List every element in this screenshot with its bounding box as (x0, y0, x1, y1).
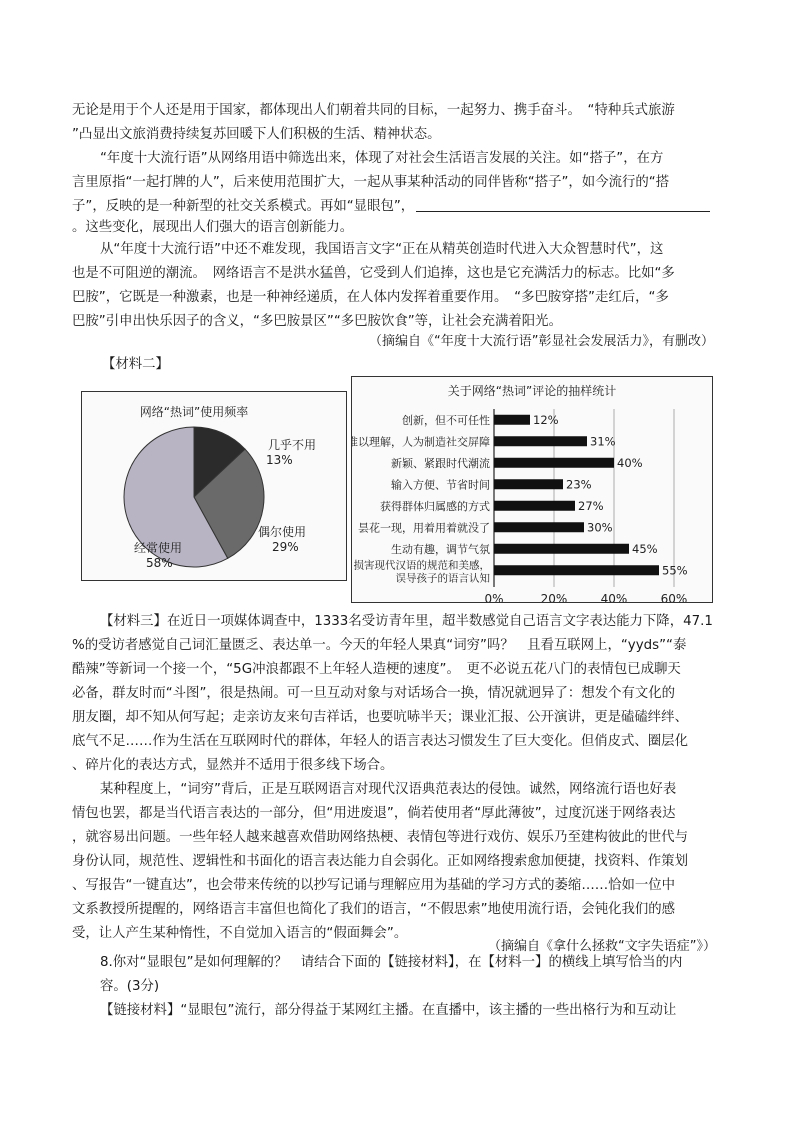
pie-title: 网络“热词”使用频率 (139, 405, 249, 419)
bar (494, 565, 659, 575)
m3-line: 某种程度上，“词穷”背后，正是互联网语言对现代汉语典范表达的侵蚀。诚然，网络流行语也好表 (100, 782, 677, 797)
bar-chart-panel (351, 376, 713, 603)
pie-label-rare: 几乎不用 (268, 438, 317, 452)
bar-value-label: 31% (590, 434, 616, 449)
m3-line: 必备，群友时而“斗图”，很是热闹。可一旦互动对象与对话场合一换，情况就迥异了：想发个有文化的 (72, 686, 676, 701)
bar-tick-label: 60% (660, 592, 688, 602)
m1-line: 无论是用于个人还是用于国家，都体现出人们朝着共同的目标，一起努力、携手奋斗。 “特种兵式旅游 (72, 103, 675, 118)
q8-line: 8.你对“显眼包”是如何理解的？ 请结合下面的【链接材料】，在【材料一】的横线上填写恰当的内 (100, 955, 683, 970)
bar-tick-label: 0% (484, 592, 504, 602)
m3-line: ，就容易出问题。一些年轻人越来越喜欢借助网络热梗、表情包等进行戏仿、娱乐乃至建构彼此的世代与 (72, 830, 688, 845)
bar-tick-label: 20% (540, 592, 568, 602)
q8-line: 容。(3分) (100, 979, 160, 994)
m3-line: 情包也罢，都是当代语言表达的一部分，但“用进废退”，倘若使用者“厚此薄彼”，过度沉迷于网络表达 (72, 806, 676, 821)
bar-category-label: 获得群体归属感的方式 (380, 499, 490, 513)
m1-line: 巴胺”，它既是一种激素，也是一种神经递质，在人体内发挥着重要作用。 “多巴胺穿搭”走红后，“多 (72, 290, 669, 305)
m3-line: %的受访者感觉自己词汇量匮乏、表达单一。今天的年轻人果真“词穷”吗？ 且看互联网上，“yyds”“泰 (72, 638, 687, 653)
m3-line: 身份认同，规范性、逻辑性和书面化的语言表达能力自会弱化。正如网络搜索愈加便捷，找资料、作策划 (72, 854, 688, 869)
pie-label-occasional: 偶尔使用 (258, 525, 307, 539)
m3-line: 、碎片化的表达方式，显然并不适用于很多线下场合。 (72, 758, 394, 773)
pie-chart (82, 392, 346, 580)
m1-line: 从“年度十大流行语”中还不难发现，我国语言文字“正在从精英创造时代进入大众智慧时代”，这 (100, 242, 664, 257)
m3-line: 朋友圈，却不知从何写起；走亲访友来句吉祥话，也要吭哧半天；课业汇报、公开演讲，更是磕磕绊绊、 (72, 710, 688, 725)
bar-value-label: 30% (587, 520, 613, 535)
m1-line: ”凸显出文旅消费持续复苏回暖下人们积极的生活、精神状态。 (72, 127, 441, 142)
bar-value-label: 27% (578, 498, 604, 513)
m1-line: 。这些变化，展现出人们强大的语言创新能力。 (72, 220, 354, 235)
bar (494, 479, 563, 489)
pie-pct-occasional: 29% (272, 540, 299, 554)
bar-title: 关于网络“热词”评论的抽样统计 (447, 384, 617, 398)
bar (494, 436, 587, 446)
bar-category-label: 创新，但不可任性 (402, 413, 490, 427)
bar-value-label: 55% (662, 563, 688, 578)
pie-pct-rare: 13% (266, 453, 293, 467)
bar-value-label: 40% (617, 455, 643, 470)
bar-category-label: 输入方便、节省时间 (391, 478, 490, 492)
pie-label-often: 经常使用 (134, 541, 183, 555)
pie-chart-panel (81, 391, 347, 581)
bar-category-label: 新颖、紧跟时代潮流 (391, 456, 490, 470)
m3-line: 、写报告“一键直达”，也会带来传统的以抄写记诵与理解应用为基础的学习方式的萎缩……恰如一位中 (72, 878, 676, 893)
bar (494, 415, 530, 425)
bar-category-label: 难以理解，人为制造社交屏障 (352, 435, 490, 449)
m2-label: 【材料二】 (102, 357, 169, 372)
bar-value-label: 23% (566, 477, 592, 492)
m1-line: “年度十大流行语”从网络用语中筛选出来，体现了对社会生活语言发展的关注。如“搭子”，在方 (100, 151, 664, 166)
m3-line: 文系教授所提醒的，网络语言丰富但也简化了我们的语言，“不假思索”地使用流行语，会钝化我们的感 (72, 902, 676, 917)
bar (494, 501, 575, 511)
bar-chart (352, 377, 712, 602)
m3-source: （摘编自《拿什么拯救“文字失语症”》） (488, 939, 716, 954)
bar-tick-label: 40% (600, 592, 628, 602)
bar-category-label: 生动有趣，调节气氛 (391, 542, 490, 556)
m1-line: 言里原指“一起打牌的人”，后来使用范围扩大，一起从事某种活动的同伴皆称“搭子”，如今流行的“搭 (72, 175, 670, 190)
bar-value-label: 12% (533, 412, 559, 427)
m3-line: 酷辣”等新词一个接一个，“5G冲浪都跟不上年轻人造梗的速度”。 更不必说五花八门的表情包已成聊天 (72, 662, 681, 677)
bar-category-label: 损害现代汉语的规范和美感， (353, 559, 490, 572)
m1-source: （摘编自《“年度十大流行语”彰显社会发展活力》，有删改） (369, 334, 714, 349)
bar (494, 522, 584, 532)
m1-line: 也是不可阻逆的潮流。 网络语言不是洪水猛兽，它受到人们追捧，这也是它充满活力的标志。比如“多 (72, 266, 675, 281)
m3-line: 受，让人产生某种惰性，不自觉加入语言的“假面舞会”。 (72, 926, 408, 941)
fill-blank[interactable] (416, 197, 710, 212)
bar (494, 544, 629, 554)
bar (494, 458, 614, 468)
m3-line: 【材料三】在近日一项媒体调查中，1333名受访青年里，超半数感觉自己语言文字表达能力下降，47.1 (100, 614, 713, 629)
bar-category-label: 误导孩子的语言认知 (395, 572, 490, 585)
m1-line (72, 197, 710, 217)
pie-pct-often: 58% (146, 556, 173, 570)
bar-value-label: 45% (632, 541, 658, 556)
q8-line: 【链接材料】“显眼包”流行，部分得益于某网红主播。在直播中，该主播的一些出格行为和互动让 (100, 1003, 677, 1018)
m1-line-text: 子”，反映的是一种新型的社交关系模式。再如“显眼包”， (72, 199, 415, 214)
m1-line: 巴胺”引申出快乐因子的含义，“多巴胺景区”“多巴胺饮食”等，让社会充满着阳光。 (72, 314, 562, 329)
m3-line: 底气不足……作为生活在互联网时代的群体，年轻人的语言表达习惯发生了巨大变化。但俏皮式、圈层化 (72, 734, 688, 749)
bar-category-label: 昙花一现，用着用着就没了 (358, 521, 490, 535)
